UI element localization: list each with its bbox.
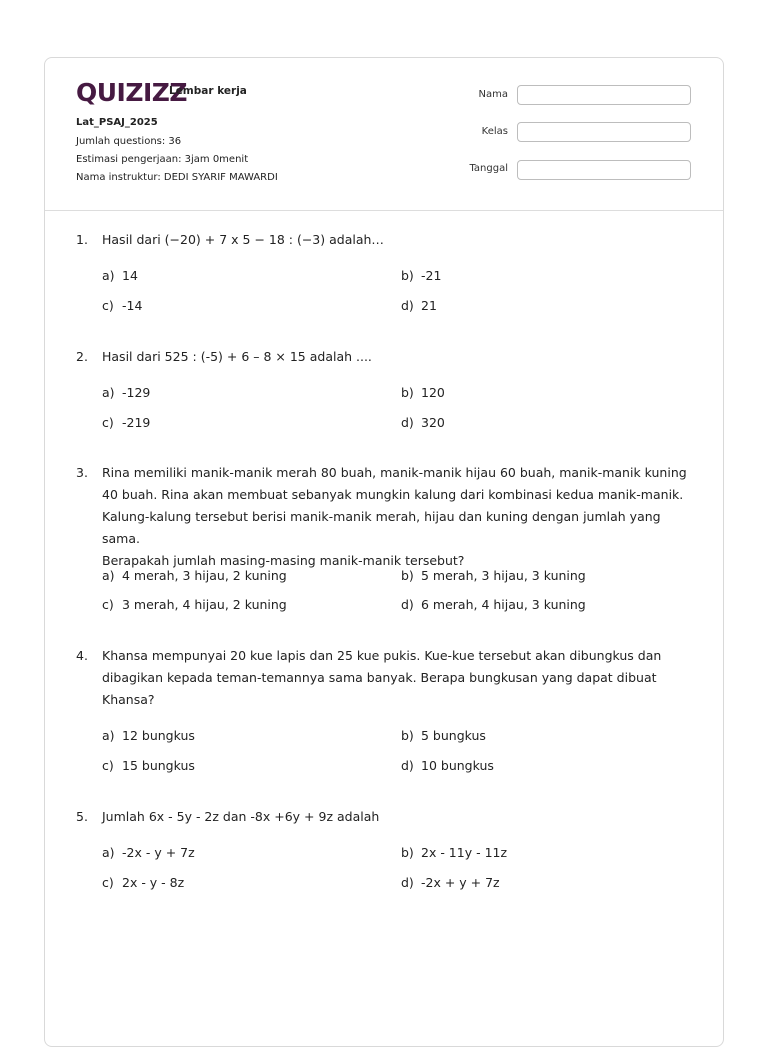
instructor-name: Nama instruktur: DEDI SYARIF MAWARDI [76,172,278,183]
option-d: d) -2x + y + 7z [401,875,500,890]
name-field[interactable] [517,85,691,105]
question-text: Hasil dari (−20) + 7 x 5 − 18 : (−3) adalah… [102,232,384,247]
worksheet-header [45,58,723,211]
option-d: d) 10 bungkus [401,758,494,773]
option-d: d) 6 merah, 4 hijau, 3 kuning [401,597,586,612]
question-number: 1. [76,232,88,247]
question-number: 5. [76,809,88,824]
quiz-name: Lat_PSAJ_2025 [76,117,158,128]
option-d: d) 21 [401,298,437,313]
class-field[interactable] [517,122,691,142]
date-field[interactable] [517,160,691,180]
option-c: c) 2x - y - 8z [102,875,185,890]
name-label: Nama [478,89,508,100]
option-b: b) 120 [401,385,445,400]
option-a: a) 12 bungkus [102,728,195,743]
class-label: Kelas [481,126,508,137]
option-b: b) 5 bungkus [401,728,486,743]
question-number: 4. [76,648,88,663]
question-text: Rina memiliki manik-manik merah 80 buah, manik-manik hijau 60 buah, manik-manik kuning 40 buah. Rina akan membuat sebanyak mungkin kalung dari kombinasi kedua manik-manik. Kalung-kalung tersebut berisi manik-manik merah, hijau dan kuning dengan jumlah yang sama. Berapakah jumlah masing-masing manik-manik tersebut? [102,465,687,568]
worksheet-page [44,57,724,1047]
option-c: c) -219 [102,415,151,430]
question-text: Khansa mempunyai 20 kue lapis dan 25 kue pukis. Kue-kue tersebut akan dibungkus dan dibagikan kepada teman-temannya sama banyak. Berapa bungkusan yang dapat dibuat Khansa? [102,648,662,707]
question-text: Jumlah 6x - 5y - 2z dan -8x +6y + 9z adalah [102,809,380,824]
option-a: a) -129 [102,385,151,400]
time-estimate: Estimasi pengerjaan: 3jam 0menit [76,154,249,165]
option-b: b) 5 merah, 3 hijau, 3 kuning [401,568,586,583]
date-label: Tanggal [469,163,508,174]
option-b: b) -21 [401,268,442,283]
quizizz-logo: QUIZIZZ [76,78,188,107]
question-count: Jumlah questions: 36 [76,136,182,147]
worksheet-label: Lembar kerja [169,85,247,97]
option-a: a) -2x - y + 7z [102,845,195,860]
option-d: d) 320 [401,415,445,430]
option-b: b) 2x - 11y - 11z [401,845,508,860]
option-c: c) 3 merah, 4 hijau, 2 kuning [102,597,287,612]
question-number: 3. [76,465,88,480]
option-c: c) 15 bungkus [102,758,195,773]
option-c: c) -14 [102,298,143,313]
option-a: a) 14 [102,268,138,283]
question-text: Hasil dari 525 : (-5) + 6 – 8 × 15 adalah .... [102,349,372,364]
question-number: 2. [76,349,88,364]
option-a: a) 4 merah, 3 hijau, 2 kuning [102,568,287,583]
